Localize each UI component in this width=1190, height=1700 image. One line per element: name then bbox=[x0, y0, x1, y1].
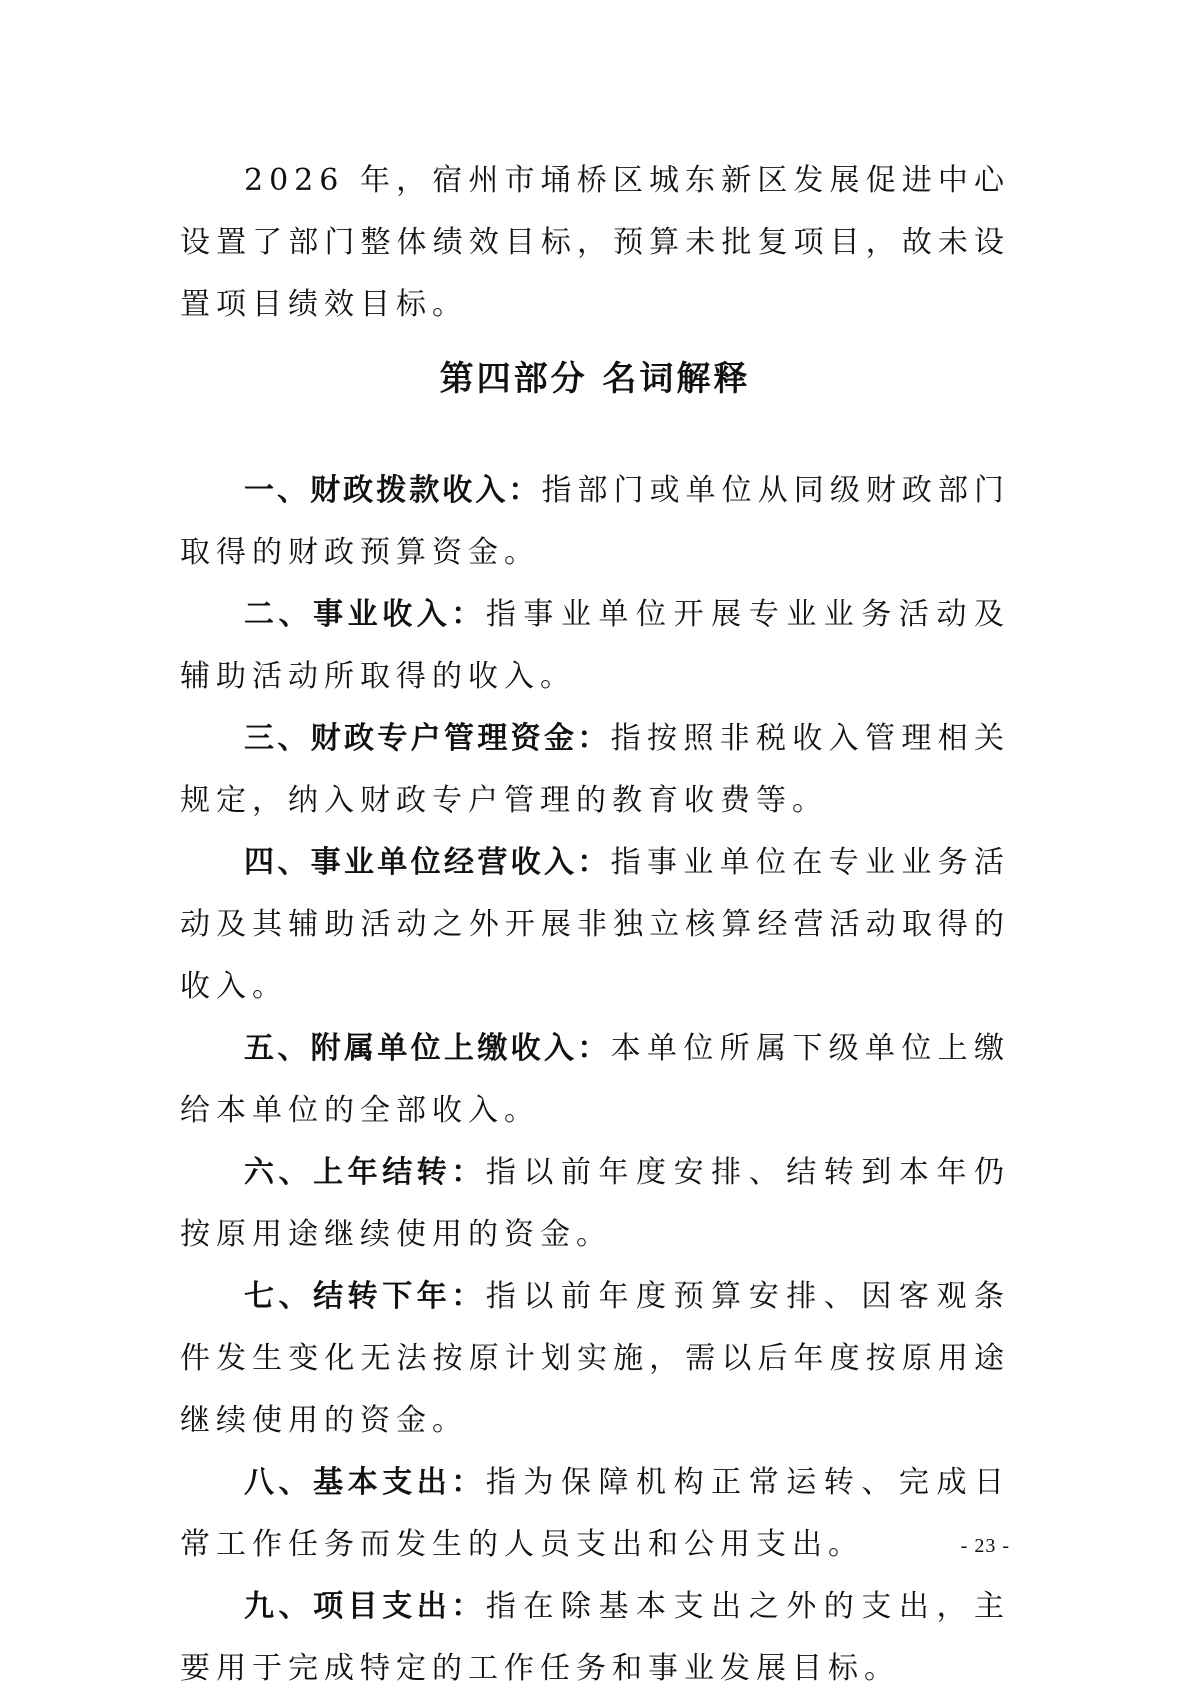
definition-item bbox=[180, 1576, 1010, 1700]
definition-text: 指以前年度安排、结转到本年仍按原用途继续使用的资金。 bbox=[180, 1155, 1011, 1252]
definition-text: 指以前年度预算安排、因客观条件发生变化无法按原计划实施，需以后年度按原用途继续使用的资金。 bbox=[180, 1279, 1011, 1438]
definition-term: 七、结转下年： bbox=[244, 1279, 486, 1314]
definition-term: 五、附属单位上缴收入： bbox=[244, 1031, 611, 1066]
intro-paragraph: 2026 年，宿州市埇桥区城东新区发展促进中心设置了部门整体绩效目标，预算未批复项目，故未设置项目绩效目标。 bbox=[180, 163, 1010, 322]
definition-text: 指事业单位开展专业业务活动及辅助活动所取得的收入。 bbox=[180, 597, 1011, 694]
definition-item bbox=[180, 708, 1010, 832]
definition-text: 指按照非税收入管理相关规定，纳入财政专户管理的教育收费等。 bbox=[180, 721, 1011, 818]
definition-term: 一、财政拨款收入： bbox=[244, 473, 542, 508]
definition-term: 九、项目支出： bbox=[244, 1589, 486, 1624]
definition-text: 指为保障机构正常运转、完成日常工作任务而发生的人员支出和公用支出。 bbox=[180, 1465, 1011, 1562]
definition-item bbox=[180, 584, 1010, 708]
definition-text: 指部门或单位从同级财政部门取得的财政预算资金。 bbox=[180, 473, 1011, 570]
definition-item bbox=[180, 1452, 1010, 1576]
page-number: - 23 - bbox=[960, 1535, 1010, 1557]
definition-list bbox=[180, 460, 1010, 1700]
definition-item bbox=[180, 460, 1010, 584]
page-content bbox=[180, 150, 1010, 1700]
definition-term: 六、上年结转： bbox=[244, 1155, 486, 1190]
definition-item bbox=[180, 1266, 1010, 1452]
definition-text: 指在除基本支出之外的支出，主要用于完成特定的工作任务和事业发展目标。 bbox=[180, 1589, 1011, 1686]
definition-term: 三、财政专户管理资金： bbox=[244, 721, 611, 756]
definition-item bbox=[180, 1142, 1010, 1266]
definition-text: 指事业单位在专业业务活动及其辅助活动之外开展非独立核算经营活动取得的收入。 bbox=[180, 845, 1011, 1004]
definition-term: 二、事业收入： bbox=[244, 597, 486, 632]
definition-item bbox=[180, 1018, 1010, 1142]
definition-term: 四、事业单位经营收入： bbox=[244, 845, 611, 880]
section-title: 第四部分 名词解释 bbox=[439, 359, 751, 399]
heading-spacer bbox=[180, 410, 1010, 460]
definition-item bbox=[180, 832, 1010, 1018]
definition-text: 本单位所属下级单位上缴给本单位的全部收入。 bbox=[180, 1031, 1011, 1128]
definition-term: 八、基本支出： bbox=[244, 1465, 486, 1500]
